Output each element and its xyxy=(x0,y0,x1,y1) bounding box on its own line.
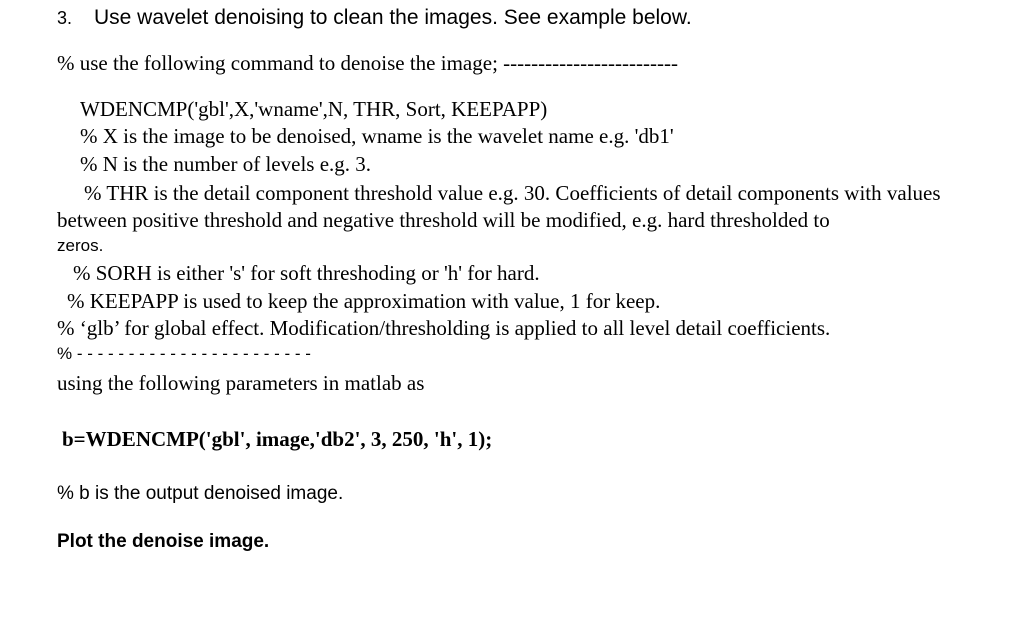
plot-instruction: Plot the denoise image. xyxy=(57,531,270,552)
comment-dashes: % - - - - - - - - - - - - - - - - - - - - - - - xyxy=(57,344,311,363)
using-parameters-text: using the following parameters in matlab as xyxy=(57,371,425,395)
comment-keepapp: % KEEPAPP is used to keep the approximation with value, 1 for keep. xyxy=(67,289,661,313)
comment-x: % X is the image to be denoised, wname is the wavelet name e.g. 'db1' xyxy=(80,124,674,148)
comment-sorh: % SORH is either 's' for soft threshoding or 'h' for hard. xyxy=(73,261,540,285)
comment-thr: % THR is the detail component threshold value e.g. 30. Coefficients of detail components with values between positive threshold and negative threshold will be modified, e.g. hard thresholded to xyxy=(57,181,941,232)
comment-n: % N is the number of levels e.g. 3. xyxy=(80,152,372,176)
threshold-comment-block xyxy=(57,180,1007,258)
output-comment: % b is the output denoised image. xyxy=(57,483,344,504)
comment-thr-continued: zeros. xyxy=(57,236,104,255)
example-call: b=WDENCMP('gbl', image,'db2', 3, 250, 'h', 1); xyxy=(62,427,493,451)
comment-glb: % ‘glb’ for global effect. Modification/thresholding is applied to all level detail coefficients. xyxy=(57,316,831,340)
command-signature: WDENCMP('gbl',X,'wname',N, THR, Sort, KEEPAPP) xyxy=(80,97,548,121)
question-title: Use wavelet denoising to clean the images. See example below. xyxy=(94,6,692,29)
question-heading xyxy=(57,4,692,32)
question-number: 3. xyxy=(57,8,73,28)
code-intro: % use the following command to denoise the image; ------------------------- xyxy=(57,51,678,75)
